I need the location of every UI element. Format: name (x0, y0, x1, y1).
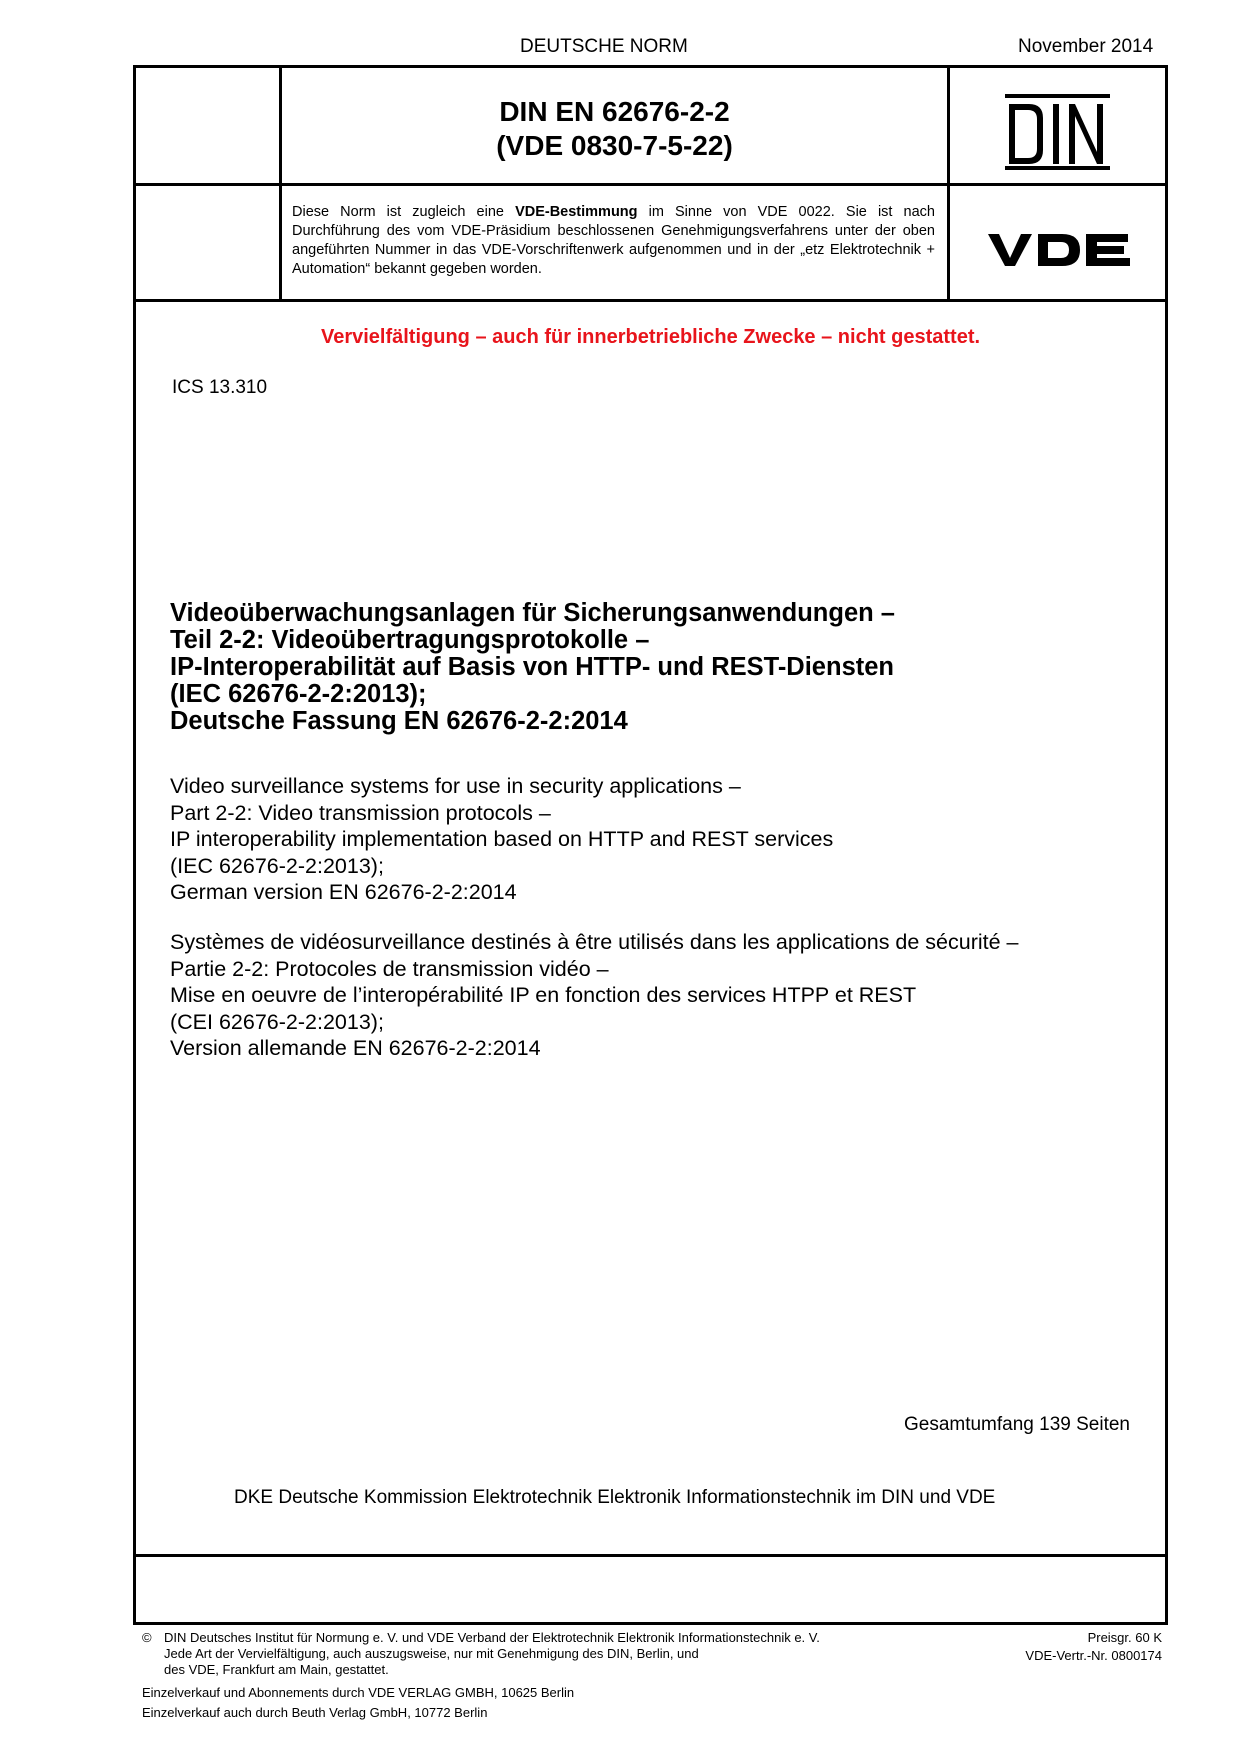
din-logo (1005, 94, 1110, 170)
title-german-line: Videoüberwachungsanlagen für Sicherungsanwendungen – (170, 599, 895, 627)
sales-line: Einzelverkauf und Abonnements durch VDE VERLAG GMBH, 10625 Berlin (142, 1685, 575, 1700)
title-french-line: Systèmes de vidéosurveillance destinés à être utilisés dans les applications de sécurité – (170, 930, 1019, 954)
sales-block (142, 1685, 902, 1721)
copyright-line: des VDE, Frankfurt am Main, gestattet. (164, 1662, 389, 1677)
total-pages: Gesamtumfang 139 Seiten (903, 1414, 1130, 1435)
title-french-line: Partie 2-2: Protocoles de transmission vidéo – (170, 956, 609, 981)
title-german-line: (IEC 62676-2-2:2013); (170, 680, 427, 708)
vde-notice-prefix: Diese Norm ist zugleich eine (292, 204, 516, 220)
title-english-line: German version EN 62676-2-2:2014 (170, 880, 517, 904)
title-french-line: Version allemande EN 62676-2-2:2014 (170, 1036, 541, 1060)
frame-border-top (133, 65, 1168, 68)
vde-number: (VDE 0830-7-5-22) (496, 130, 733, 161)
title-english-line: Part 2-2: Video transmission protocols – (170, 800, 551, 825)
vde-vertr-number: VDE-Vertr.-Nr. 0800174 (1025, 1648, 1162, 1663)
publication-date: November 2014 (1018, 36, 1154, 57)
header-col-right (947, 65, 950, 301)
norm-type-label: DEUTSCHE NORM (520, 36, 688, 57)
title-french (170, 929, 1160, 1062)
sales-line: Einzelverkauf auch durch Beuth Verlag GmbH, 10772 Berlin (142, 1705, 488, 1720)
copyright-line: Jede Art der Vervielfältigung, auch auszugsweise, nur mit Genehmigung des DIN, Berlin, und (164, 1646, 699, 1661)
title-english-line: IP interoperability implementation based on HTTP and REST services (170, 827, 834, 851)
title-french-line: (CEI 62676-2-2:2013); (170, 1009, 384, 1034)
ics-code: ICS 13.310 (172, 377, 268, 398)
title-german-line: IP-Interoperabilität auf Basis von HTTP- und REST-Diensten (170, 653, 894, 681)
frame-border-bottom (133, 1622, 1168, 1625)
copyright-line: DIN Deutsches Institut für Normung e. V. und VDE Verband der Elektrotechnik Elektronik Informationstechnik e. V. (164, 1630, 820, 1645)
header-divider-1 (133, 183, 1168, 186)
title-german (170, 600, 1150, 735)
din-logo-mark (1005, 94, 1110, 170)
copyright-symbol: © (142, 1630, 152, 1645)
footer-divider-top (133, 1554, 1168, 1557)
title-german-line: Deutsche Fassung EN 62676-2-2:2014 (170, 707, 628, 735)
title-english-line: Video surveillance systems for use in security applications – (170, 774, 741, 798)
committee-line: DKE Deutsche Kommission Elektrotechnik Elektronik Informationstechnik im DIN und VDE (234, 1487, 996, 1508)
title-english (170, 773, 1150, 906)
vde-logo-mark (988, 232, 1132, 268)
vde-logo (988, 232, 1132, 268)
copyright-block (164, 1630, 924, 1678)
price-group: Preisgr. 60 K (1087, 1630, 1162, 1645)
title-german-line: Teil 2-2: Videoübertragungsprotokolle – (170, 626, 650, 654)
vde-notice-bold: VDE-Bestimmung (515, 204, 638, 220)
vde-notice (292, 203, 935, 279)
vde-notice-suffix: im Sinne von VDE 0022. Sie ist nach Durchführung des vom VDE-Präsidium beschlossenen Genehmigungsverfahrens unter der oben angeführten Nummer in das VDE-Vorschriftenwerk aufgenommen und in der „etz Elektrotechnik + Automation“ bekannt gegeben worden. (292, 204, 935, 277)
title-french-line: Mise en oeuvre de l’interopérabilité IP en fonction des services HTPP et REST (170, 983, 917, 1007)
din-number: DIN EN 62676-2-2 (499, 96, 730, 127)
reproduction-warning: Vervielfältigung – auch für innerbetriebliche Zwecke – nicht gestattet. (320, 326, 981, 348)
header-divider-2 (133, 299, 1168, 302)
title-english-line: (IEC 62676-2-2:2013); (170, 853, 384, 878)
